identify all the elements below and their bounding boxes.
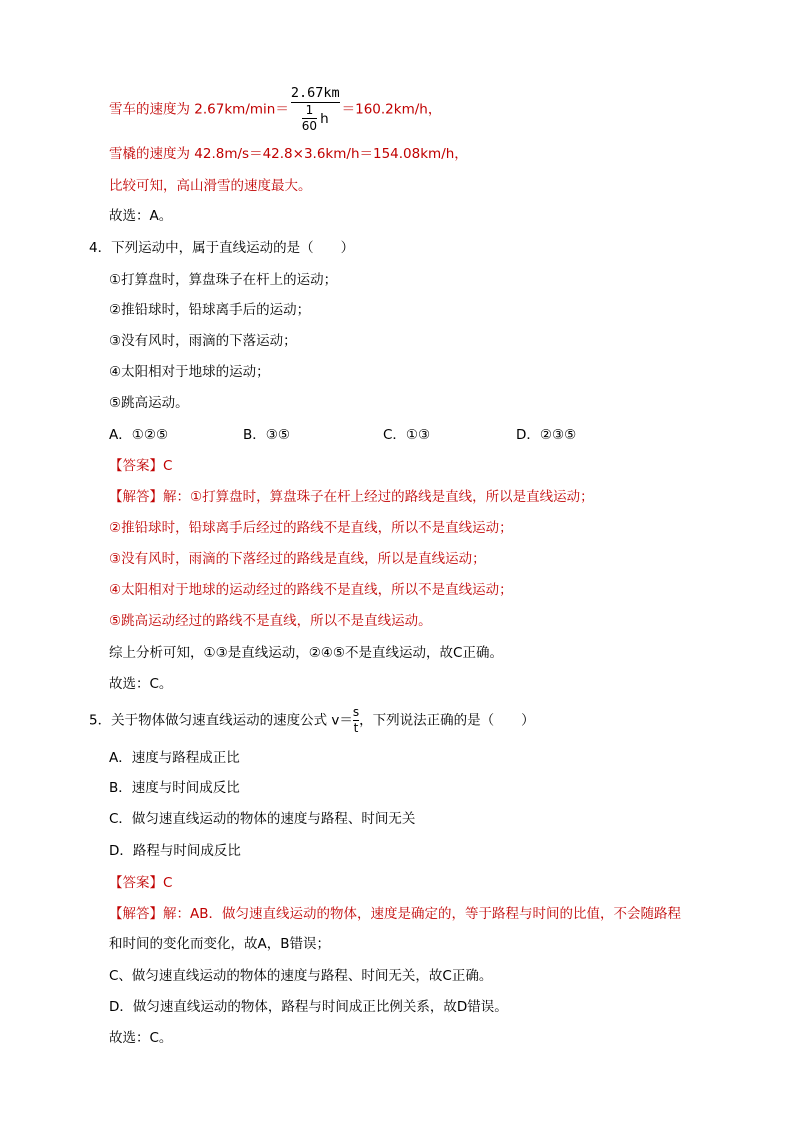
answer-label: 【答案】 xyxy=(109,458,163,474)
q5-stem-suffix: ，下列说法正确的是（ ） xyxy=(359,712,535,729)
q4-option-c: C．①③ xyxy=(383,427,431,443)
q5-analysis-line xyxy=(109,904,681,924)
q5-frac-num: s xyxy=(352,705,360,719)
sled-fraction xyxy=(291,86,340,133)
q5-option-b: B．速度与时间成反比 xyxy=(109,780,240,796)
q4-analysis-line: ⑤跳高运动经过的路线不是直线，所以不是直线运动。 xyxy=(109,613,432,629)
q4-stem: 4．下列运动中，属于直线运动的是（ ） xyxy=(89,240,355,256)
q4-option-b: B．③⑤ xyxy=(243,427,290,443)
q5-analysis-line: C、做匀速直线运动的物体的速度与路程、时间无关，故C正确。 xyxy=(109,968,493,984)
q4-choose: 故选：C。 xyxy=(109,676,173,692)
analysis-label: 【解答】 xyxy=(109,489,163,505)
analysis-text: 解：AB．做匀速直线运动的物体，速度是确定的，等于路程与时间的比值，不会随路程 xyxy=(163,906,681,922)
top-choose: 故选：A。 xyxy=(109,208,173,224)
answer-value: C xyxy=(163,458,173,474)
answer-value: C xyxy=(163,875,173,891)
q4-item: ③没有风时，雨滴的下落运动； xyxy=(109,333,297,349)
q4-summary: 综上分析可知，①③是直线运动，②④⑤不是直线运动，故C正确。 xyxy=(109,645,503,661)
q4-analysis-line: ②推铅球时，铅球离手后经过的路线不是直线，所以不是直线运动； xyxy=(109,520,513,536)
q4-item: ①打算盘时，算盘珠子在杆上的运动； xyxy=(109,272,338,288)
q4-answer xyxy=(109,456,172,476)
q4-item: ⑤跳高运动。 xyxy=(109,395,189,411)
q5-stem xyxy=(89,706,535,735)
q4-option-a: A．①②⑤ xyxy=(109,427,169,443)
q5-analysis-line: D．做匀速直线运动的物体，路程与时间成正比例关系，故D错误。 xyxy=(109,999,508,1015)
q4-item: ②推铅球时，铅球离手后的运动； xyxy=(109,302,311,318)
q4-analysis-line xyxy=(109,487,594,507)
analysis-text: 解：①打算盘时，算盘珠子在杆上经过的路线是直线，所以是直线运动； xyxy=(163,489,594,505)
sled-speed-line xyxy=(109,86,441,133)
q5-option-c: C．做匀速直线运动的物体的速度与路程、时间无关 xyxy=(109,811,416,827)
q5-choose: 故选：C。 xyxy=(109,1030,173,1046)
q5-option-a: A．速度与路程成正比 xyxy=(109,750,240,766)
q5-stem-prefix: 5．关于物体做匀速直线运动的速度公式 v＝ xyxy=(89,712,353,729)
sled-inner-den: 60 xyxy=(301,119,318,133)
sled-suffix: ＝160.2km/h， xyxy=(341,101,442,118)
sled-inner-num: 1 xyxy=(305,103,314,117)
q4-option-d: D．②③⑤ xyxy=(516,427,577,443)
q4-item: ④太阳相对于地球的运动； xyxy=(109,364,270,380)
q5-option-d: D．路程与时间成反比 xyxy=(109,843,241,859)
sled-inner-fraction xyxy=(302,104,317,133)
q4-analysis-line: ④太阳相对于地球的运动经过的路线不是直线，所以不是直线运动； xyxy=(109,582,513,598)
sled-inner-unit: h xyxy=(320,110,329,127)
answer-label: 【答案】 xyxy=(109,875,163,891)
luge-speed-line: 雪橇的速度为 42.8m/s＝42.8×3.6km/h＝154.08km/h， xyxy=(109,146,468,162)
q5-answer xyxy=(109,873,172,893)
sled-prefix: 雪车的速度为 2.67km/min＝ xyxy=(109,101,289,118)
q4-analysis-line: ③没有风时，雨滴的下落经过的路线是直线，所以是直线运动； xyxy=(109,551,486,567)
q5-frac-den: t xyxy=(353,721,359,735)
compare-line: 比较可知，高山滑雪的速度最大。 xyxy=(109,178,312,194)
q5-analysis-line: 和时间的变化而变化，故A，B错误； xyxy=(109,936,330,952)
sled-frac-num: 2.67km xyxy=(290,85,340,101)
analysis-label: 【解答】 xyxy=(109,906,163,922)
